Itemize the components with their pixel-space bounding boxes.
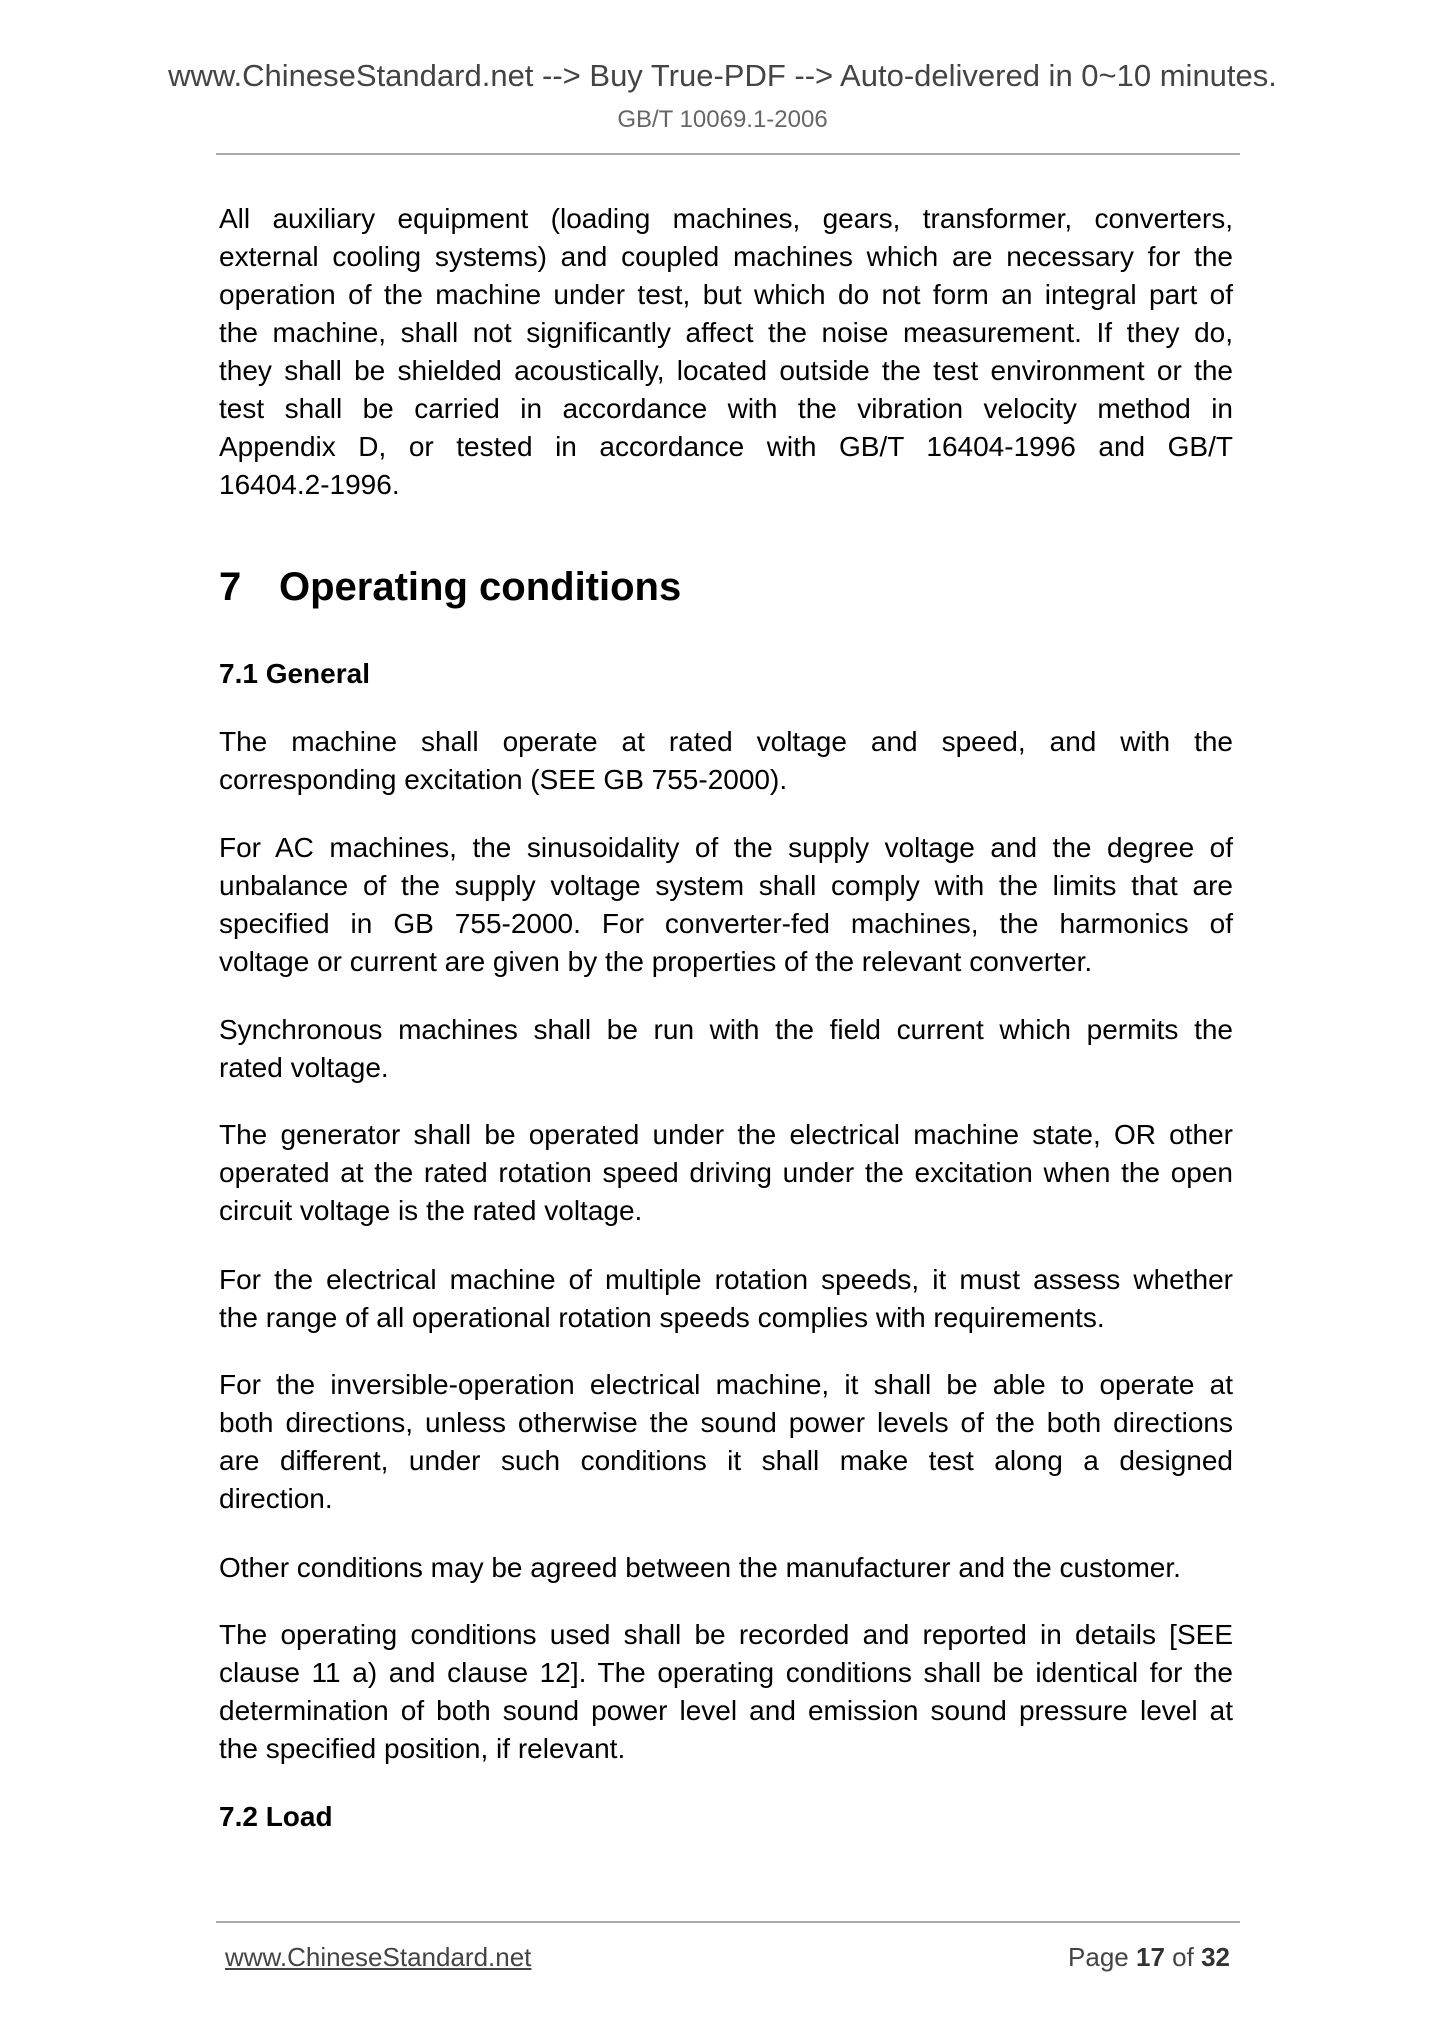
footer-website-link[interactable]: www.ChineseStandard.net <box>225 1942 532 1972</box>
page-indicator <box>1068 1942 1230 1973</box>
of-word: of <box>1172 1942 1194 1972</box>
text-line: For AC machines, the sinusoidality of the supply voltage and the degree of <box>219 832 1233 863</box>
text-line: circuit voltage is the rated voltage. <box>219 1195 643 1226</box>
footer-divider <box>216 1921 1240 1923</box>
text-line: the machine, shall not significantly affect the noise measurement. If they do, <box>219 317 1233 348</box>
text-line: test shall be carried in accordance with the vibration velocity method in <box>219 393 1233 424</box>
text-line: voltage or current are given by the properties of the relevant converter. <box>219 946 1093 977</box>
text-line: For the inversible-operation electrical machine, it shall be able to operate at <box>219 1369 1233 1400</box>
text-line: external cooling systems) and coupled machines which are necessary for the <box>219 241 1233 272</box>
text-line: The machine shall operate at rated voltage and speed, and with the <box>219 726 1233 757</box>
text-line: determination of both sound power level and emission sound pressure level at <box>219 1695 1233 1726</box>
text-line: clause 11 a) and clause 12]. The operating conditions shall be identical for the <box>219 1657 1233 1688</box>
text-line: corresponding excitation (SEE GB 755-2000). <box>219 764 788 795</box>
subsection-heading-load: 7.2 Load <box>219 1801 333 1832</box>
paragraph <box>219 1366 1233 1518</box>
current-page: 17 <box>1136 1942 1165 1972</box>
header-divider <box>216 153 1240 155</box>
text-line: Appendix D, or tested in accordance with GB/T 16404-1996 and GB/T <box>219 431 1233 462</box>
document-id: GB/T 10069.1-2006 <box>617 106 828 133</box>
text-line: All auxiliary equipment (loading machines, gears, transformer, converters, <box>219 203 1233 234</box>
header-banner: www.ChineseStandard.net --> Buy True-PDF --> Auto-delivered in 0~10 minutes. <box>168 58 1277 93</box>
text-line: The generator shall be operated under the electrical machine state, OR other <box>219 1119 1233 1150</box>
text-line: operated at the rated rotation speed driving under the excitation when the open <box>219 1157 1233 1188</box>
text-line: Other conditions may be agreed between the manufacturer and the customer. <box>219 1552 1181 1583</box>
section-heading <box>219 563 681 611</box>
text-line: unbalance of the supply voltage system shall comply with the limits that are <box>219 870 1233 901</box>
text-line: they shall be shielded acoustically, located outside the test environment or the <box>219 355 1233 386</box>
paragraph <box>219 1616 1233 1768</box>
paragraph <box>219 200 1233 504</box>
page-word: Page <box>1068 1942 1129 1972</box>
paragraph <box>219 1011 1233 1087</box>
text-line: operation of the machine under test, but which do not form an integral part of <box>219 279 1233 310</box>
text-line: specified in GB 755-2000. For converter-fed machines, the harmonics of <box>219 908 1233 939</box>
text-line: rated voltage. <box>219 1052 389 1083</box>
text-line: For the electrical machine of multiple rotation speeds, it must assess whether <box>219 1264 1233 1295</box>
paragraph <box>219 1261 1233 1337</box>
total-pages: 32 <box>1201 1942 1230 1972</box>
paragraph <box>219 723 1233 799</box>
paragraph <box>219 1549 1233 1587</box>
text-line: The operating conditions used shall be recorded and reported in details [SEE <box>219 1619 1233 1650</box>
text-line: both directions, unless otherwise the sound power levels of the both directions <box>219 1407 1233 1438</box>
text-line: direction. <box>219 1483 333 1514</box>
text-line: 16404.2-1996. <box>219 469 400 500</box>
subsection-heading-general: 7.1 General <box>219 658 370 689</box>
text-line: the specified position, if relevant. <box>219 1733 626 1764</box>
text-line: Synchronous machines shall be run with the field current which permits the <box>219 1014 1233 1045</box>
paragraph <box>219 1116 1233 1230</box>
text-line: are different, under such conditions it shall make test along a designed <box>219 1445 1233 1476</box>
text-line: the range of all operational rotation speeds complies with requirements. <box>219 1302 1105 1333</box>
paragraph <box>219 829 1233 981</box>
section-number: 7 <box>219 565 242 609</box>
section-title: Operating conditions <box>279 565 682 609</box>
